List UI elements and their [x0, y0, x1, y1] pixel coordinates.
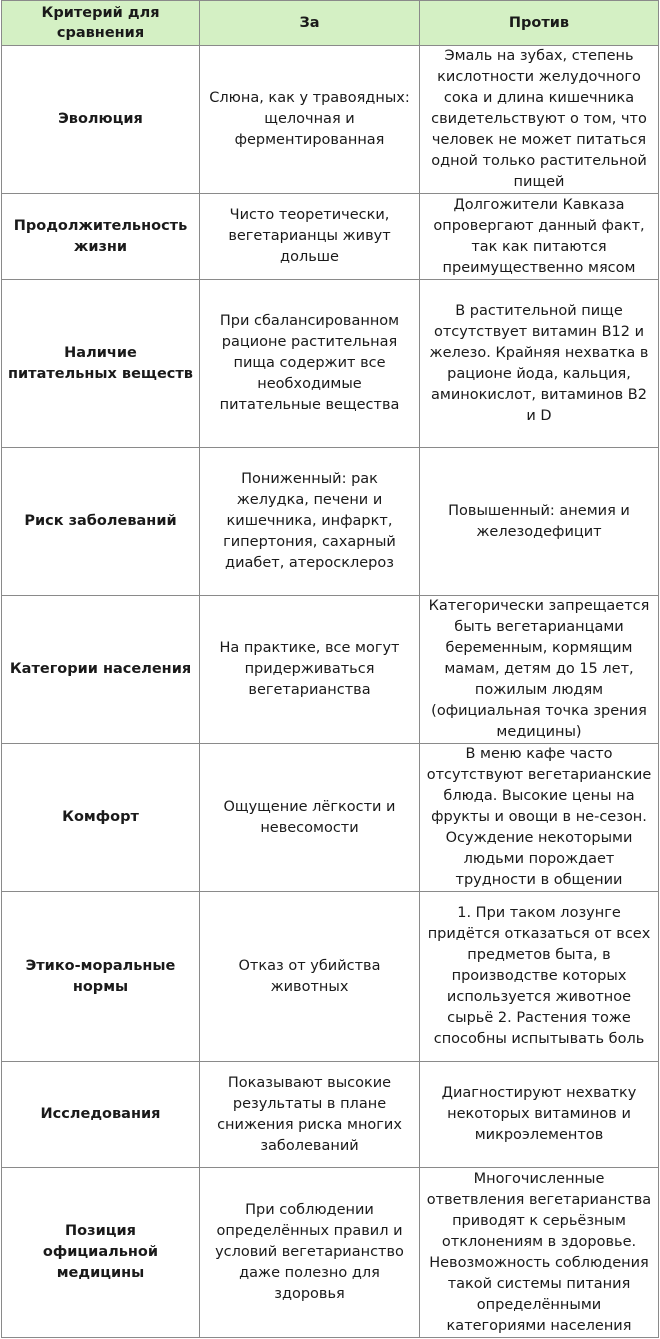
header-pro: За	[200, 1, 420, 46]
table-row	[2, 1168, 659, 1338]
pro-cell: Слюна, как у травоядных: щелочная и ферментированная	[200, 46, 420, 194]
con-cell: В меню кафе часто отсутствуют вегетарианские блюда. Высокие цены на фрукты и овощи в не-сезон. Осуждение некоторыми людьми порождает трудности в общении	[420, 744, 659, 892]
table-row	[2, 744, 659, 892]
criterion-cell: Эволюция	[2, 46, 200, 194]
con-cell: Категорически запрещается быть вегетарианцами беременным, кормящим мамам, детям до 15 лет, пожилым людям (официальная точка зрения медицины)	[420, 596, 659, 744]
con-cell: Многочисленные ответвления вегетарианства приводят к серьёзным отклонениям в здоровье. Невозможность соблюдения такой системы питания определёнными категориями населения	[420, 1168, 659, 1338]
criterion-cell: Продолжительность жизни	[2, 194, 200, 280]
criterion-cell: Риск заболеваний	[2, 448, 200, 596]
table-row	[2, 596, 659, 744]
pro-cell: При соблюдении определённых правил и условий вегетарианство даже полезно для здоровья	[200, 1168, 420, 1338]
comparison-table	[1, 0, 659, 1338]
con-cell: В растительной пище отсутствует витамин B12 и железо. Крайняя нехватка в рационе йода, кальция, аминокислот, витаминов B2 и D	[420, 280, 659, 448]
criterion-cell: Комфорт	[2, 744, 200, 892]
con-cell: Эмаль на зубах, степень кислотности желудочного сока и длина кишечника свидетельствуют о том, что человек не может питаться одной только растительной пищей	[420, 46, 659, 194]
pro-cell: На практике, все могут придерживаться вегетарианства	[200, 596, 420, 744]
pro-cell: Ощущение лёгкости и невесомости	[200, 744, 420, 892]
header-row	[2, 1, 659, 46]
criterion-cell: Позиция официальной медицины	[2, 1168, 200, 1338]
criterion-cell: Исследования	[2, 1062, 200, 1168]
con-cell: 1. При таком лозунге придётся отказаться от всех предметов быта, в производстве которых используется животное сырьё 2. Растения тоже способны испытывать боль	[420, 892, 659, 1062]
pro-cell: Показывают высокие результаты в плане снижения риска многих заболеваний	[200, 1062, 420, 1168]
pro-cell: Пониженный: рак желудка, печени и кишечника, инфаркт, гипертония, сахарный диабет, атеросклероз	[200, 448, 420, 596]
table-row	[2, 194, 659, 280]
pro-cell: Отказ от убийства животных	[200, 892, 420, 1062]
table-row	[2, 448, 659, 596]
con-cell: Диагностируют нехватку некоторых витаминов и микроэлементов	[420, 1062, 659, 1168]
table-row	[2, 46, 659, 194]
criterion-cell: Наличие питательных веществ	[2, 280, 200, 448]
criterion-cell: Этико-моральные нормы	[2, 892, 200, 1062]
con-cell: Повышенный: анемия и железодефицит	[420, 448, 659, 596]
table-row	[2, 1062, 659, 1168]
header-con: Против	[420, 1, 659, 46]
criterion-cell: Категории населения	[2, 596, 200, 744]
header-criterion: Критерий для сравнения	[2, 1, 200, 46]
table-row	[2, 280, 659, 448]
pro-cell: При сбалансированном рационе растительная пища содержит все необходимые питательные вещества	[200, 280, 420, 448]
pro-cell: Чисто теоретически, вегетарианцы живут дольше	[200, 194, 420, 280]
con-cell: Долгожители Кавказа опровергают данный факт, так как питаются преимущественно мясом	[420, 194, 659, 280]
table-row	[2, 892, 659, 1062]
